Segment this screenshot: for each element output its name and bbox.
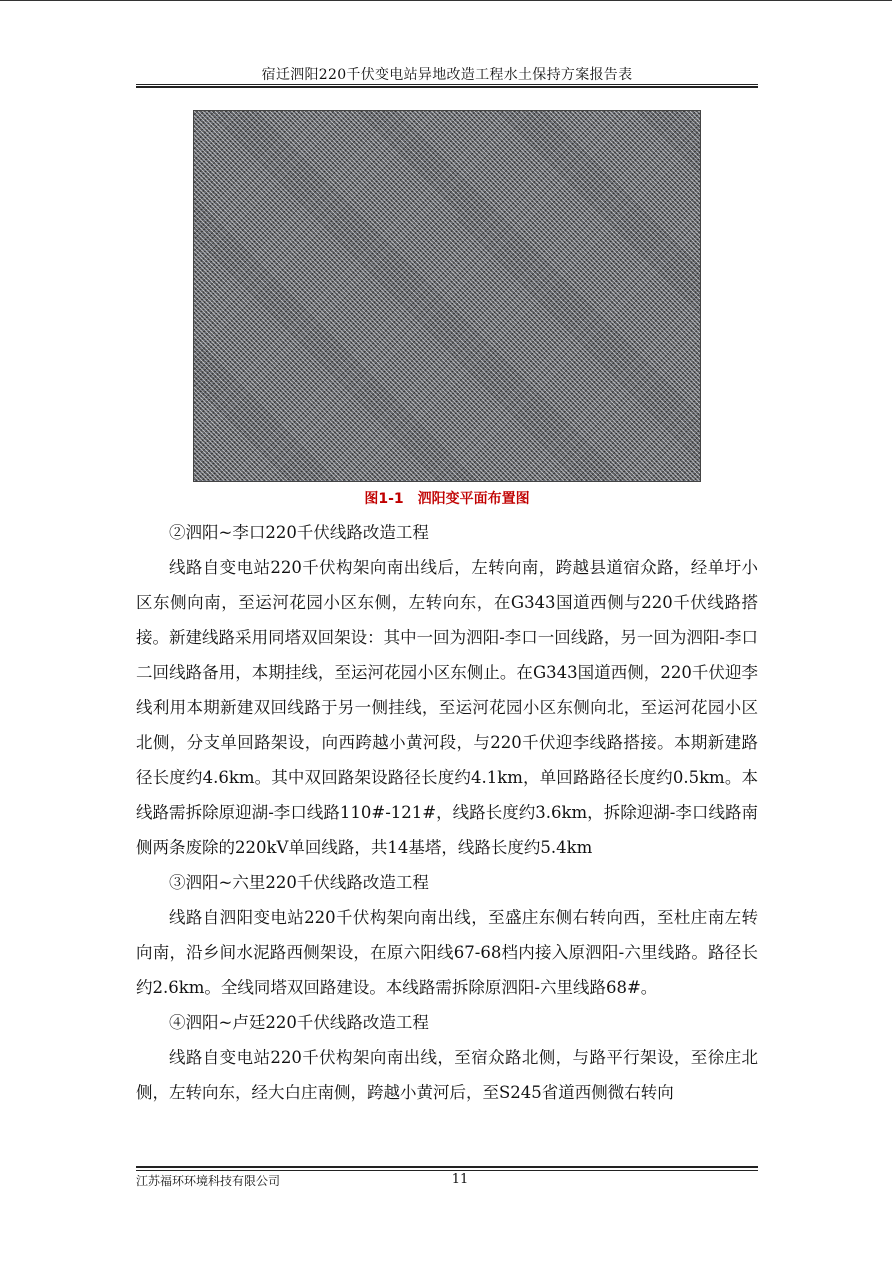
site-layout-figure-image (193, 110, 701, 482)
header-rule-thick (136, 86, 758, 88)
footer-rule-thick (136, 1166, 758, 1168)
footer-rule (136, 1170, 758, 1171)
header-rule (136, 84, 758, 85)
body-paragraph: 线路自变电站220千伏构架向南出线后，左转向南，跨越县道宿众路，经单圩小区东侧向南，至运河花园小区东侧，左转向东，在G343国道西侧与220千伏线路搭接。新建线路采用同塔双回架设：其中一回为泗阳-李口一回线路，另一回为泗阳-李口二回线路备用，本期挂线，至运河花园小区东侧止。在G343国道西侧，220千伏迎李线利用本期新建双回线路于另一侧挂线，至运河花园小区东侧向北，至运河花园小区北侧，分支单回路架设，向西跨越小黄河段，与220千伏迎李线路搭接。本期新建路径长度约4.6km。其中双回路架设路径长度约4.1km，单回路路径长度约0.5km。本线路需拆除原迎湖-李口线路110#-121#，线路长度约3.6km，拆除迎湖-李口线路南侧两条废除的220kV单回线路，共14基塔，线路长度约5.4km (136, 558, 758, 857)
body-paragraph: 线路自泗阳变电站220千伏构架向南出线，至盛庄东侧右转向西，至杜庄南左转向南，沿乡间水泥路西侧架设，在原六阳线67-68档内接入原泗阳-六里线路。路径长约2.6km。全线同塔双回路建设。本线路需拆除原泗阳-六里线路68#。 (136, 908, 758, 997)
top-border-line (0, 0, 892, 1)
page-header-title: 宿迁泗阳220千伏变电站异地改造工程水土保持方案报告表 (261, 67, 633, 83)
page-number: 11 (451, 1172, 469, 1187)
section-heading: ③泗阳~六里220千伏线路改造工程 (169, 873, 429, 892)
section-heading: ④泗阳~卢廷220千伏线路改造工程 (169, 1013, 429, 1032)
body-paragraph: 线路自变电站220千伏构架向南出线，至宿众路北侧，与路平行架设，至徐庄北侧，左转向东，经大白庄南侧，跨越小黄河后，至S245省道西侧微右转向 (136, 1048, 758, 1102)
section-heading: ②泗阳~李口220千伏线路改造工程 (169, 523, 429, 542)
footer-company-name: 江苏福环环境科技有限公司 (136, 1174, 281, 1188)
document-body (136, 515, 758, 1110)
figure-caption: 图1-1 泗阳变平面布置图 (364, 491, 530, 507)
